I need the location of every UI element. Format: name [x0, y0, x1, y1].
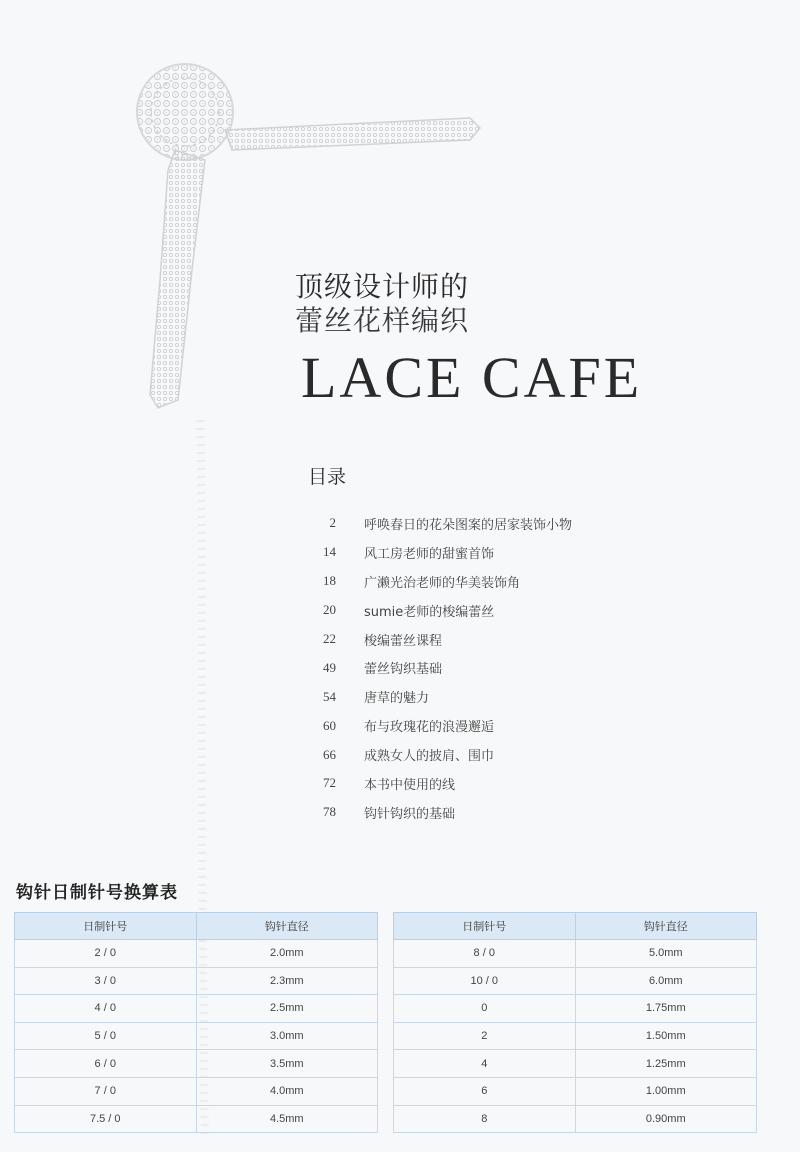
table-row: [15, 940, 378, 968]
cell-diameter: 2.3mm: [196, 967, 378, 995]
header-hook-size: 日制针号: [15, 913, 197, 940]
cell-diameter: 1.00mm: [575, 1077, 757, 1105]
toc-item-title: 梭编蕾丝课程: [364, 633, 443, 649]
cell-diameter: 3.0mm: [196, 1022, 378, 1050]
cell-size: 6 / 0: [15, 1050, 197, 1078]
toc-item-title: 唐草的魅力: [364, 691, 430, 707]
table-header-row: [15, 913, 378, 940]
toc-page-number: 60: [323, 717, 336, 733]
header-hook-diameter: 钩针直径: [575, 913, 757, 940]
toc-item-title: 成熟女人的披肩、围巾: [364, 749, 495, 765]
cell-diameter: 0.90mm: [575, 1105, 757, 1133]
toc-page-number: 22: [323, 631, 336, 646]
toc-item[interactable]: [300, 538, 572, 567]
table-row: [394, 1050, 757, 1078]
conversion-table-right: [393, 912, 757, 1133]
toc-item[interactable]: [300, 567, 572, 596]
toc-item[interactable]: [300, 798, 572, 827]
toc-item-title: 广濑光治老师的华美装饰角: [364, 575, 521, 591]
toc-item-title: 风工房老师的甜蜜首饰: [364, 546, 495, 562]
cell-diameter: 2.0mm: [196, 940, 378, 968]
table-header-row: [394, 913, 757, 940]
toc-page-number: 49: [323, 659, 336, 675]
toc-item-title: 呼唤春日的花朵图案的居家装饰小物: [364, 517, 573, 533]
cell-size: 3 / 0: [15, 967, 197, 995]
toc-item-title: 蕾丝钩织基础: [364, 662, 443, 678]
cell-diameter: 1.50mm: [575, 1022, 757, 1050]
toc-item[interactable]: [300, 509, 572, 538]
cell-diameter: 1.25mm: [575, 1050, 757, 1078]
toc-page-number: 72: [323, 775, 336, 791]
cell-diameter: 4.0mm: [196, 1077, 378, 1105]
toc-item[interactable]: [300, 711, 572, 740]
toc-heading: 目录: [308, 466, 347, 488]
header-hook-size: 日制针号: [394, 913, 576, 940]
cell-size: 4: [394, 1050, 576, 1078]
toc-page-number: 2: [329, 515, 336, 531]
cell-diameter: 2.5mm: [196, 995, 378, 1023]
cell-size: 7 / 0: [15, 1077, 197, 1105]
table-row: [394, 1022, 757, 1050]
toc-page-number: 18: [323, 573, 336, 589]
toc-item[interactable]: [300, 682, 572, 711]
cell-size: 6: [394, 1077, 576, 1105]
cell-size: 10 / 0: [394, 967, 576, 995]
table-row: [15, 1105, 378, 1133]
cell-size: 0: [394, 995, 576, 1023]
toc-page-number: 54: [323, 688, 336, 704]
table-row: [394, 995, 757, 1023]
toc-item-title: 布与玫瑰花的浪漫邂逅: [364, 720, 495, 736]
table-row: [394, 1105, 757, 1133]
table-row: [394, 940, 757, 968]
table-row: [15, 967, 378, 995]
table-of-contents: [300, 509, 572, 827]
toc-page-number: 20: [323, 602, 336, 618]
title-english: LACE CAFE: [301, 345, 643, 410]
toc-item-title: 钩针钩织的基础: [364, 806, 456, 822]
book-title: [295, 270, 642, 410]
table-row: [394, 967, 757, 995]
header-hook-diameter: 钩针直径: [196, 913, 378, 940]
cell-diameter: 6.0mm: [575, 967, 757, 995]
cell-diameter: 1.75mm: [575, 995, 757, 1023]
title-line-1: 顶级设计师的: [295, 270, 470, 303]
cell-size: 2: [394, 1022, 576, 1050]
toc-item[interactable]: [300, 769, 572, 798]
table-row: [394, 1077, 757, 1105]
cell-diameter: 3.5mm: [196, 1050, 378, 1078]
toc-item[interactable]: [300, 653, 572, 682]
toc-item-title: 本书中使用的线: [364, 777, 456, 793]
cell-size: 5 / 0: [15, 1022, 197, 1050]
cell-diameter: 5.0mm: [575, 940, 757, 968]
title-line-2: 蕾丝花样编织: [295, 304, 470, 337]
cell-size: 7.5 / 0: [15, 1105, 197, 1133]
conversion-table-left: [14, 912, 378, 1133]
toc-page-number: 66: [323, 746, 336, 762]
table-row: [15, 995, 378, 1023]
conversion-table-title: 钩针日制针号换算表: [16, 883, 178, 903]
toc-item[interactable]: [300, 625, 572, 654]
table-row: [15, 1022, 378, 1050]
cell-size: 2 / 0: [15, 940, 197, 968]
table-row: [15, 1077, 378, 1105]
toc-item-title: sumie老师的梭编蕾丝: [364, 604, 495, 620]
cell-size: 8: [394, 1105, 576, 1133]
toc-item[interactable]: [300, 740, 572, 769]
table-row: [15, 1050, 378, 1078]
toc-item[interactable]: [300, 596, 572, 625]
toc-page-number: 14: [323, 544, 336, 560]
cell-diameter: 4.5mm: [196, 1105, 378, 1133]
cell-size: 8 / 0: [394, 940, 576, 968]
cell-size: 4 / 0: [15, 995, 197, 1023]
toc-page-number: 78: [323, 804, 336, 820]
